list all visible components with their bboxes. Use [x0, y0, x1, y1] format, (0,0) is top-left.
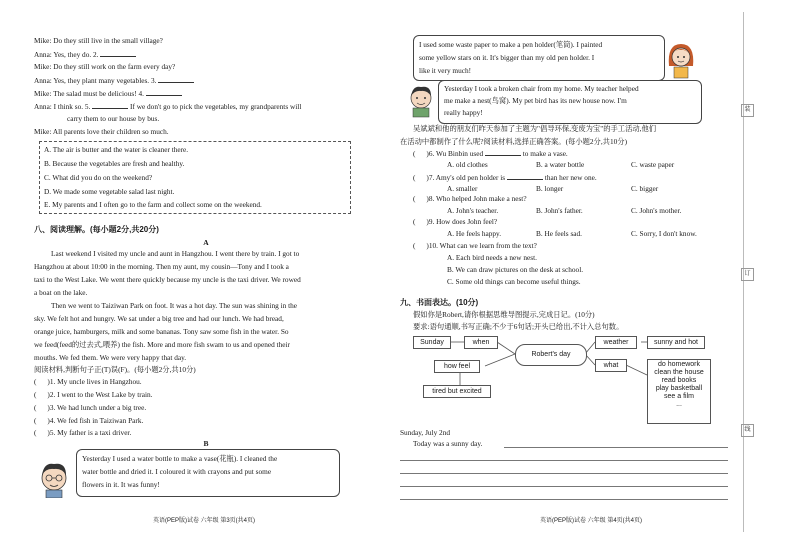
section-9-title: 九、书面表达。(10分): [400, 298, 479, 307]
question-text: )10. What can we learn from the text?: [426, 241, 537, 250]
mindmap-center: Robert's day: [515, 344, 587, 366]
speech-bubble-top: [413, 35, 665, 81]
speech-bubble-mid: [438, 80, 702, 124]
option-choice[interactable]: A. John's teacher.: [447, 206, 499, 215]
what-item: do homework: [657, 361, 701, 368]
bubble-line: Yesterday I took a broken chair from my home. My teacher helped: [444, 84, 639, 93]
passage-a-line: we feed(feed的过去式,喂养) the fish. More and more fish swam to us and opened their: [34, 340, 290, 349]
dialogue-line: [67, 114, 159, 123]
dialogue-text: Yes, they do. 2.: [53, 50, 99, 59]
option-b: B. Because the vegetables are fresh and healthy.: [44, 159, 185, 168]
what-item: clean the house: [654, 369, 704, 376]
side-tab: 线: [741, 424, 754, 437]
option-choice[interactable]: B. a water bottle: [536, 160, 585, 169]
dialogue-text: I think so. 5.: [53, 102, 91, 111]
speaker: Anna:: [34, 102, 52, 111]
option-choice[interactable]: C. John's mother.: [631, 206, 682, 215]
dialogue-line: [34, 75, 194, 85]
option-choice[interactable]: C. Sorry, I don't know.: [631, 229, 697, 238]
boy-avatar: [36, 458, 72, 498]
passage-a-line: taxi to the West Lake. We went there quickly because my uncle is the taxi driver. We rowed: [34, 275, 301, 284]
what-item: ...: [676, 401, 682, 408]
passage-a-line: Last weekend I visited my uncle and aunt in Hangzhou. I went there by train. I got to: [51, 249, 300, 258]
diary-start: Today was a sunny day.: [413, 439, 483, 448]
mindmap-what-list: [647, 359, 711, 424]
writing-task: 假如你是Robert,请你根据思维导图提示,完成日记。(10分): [413, 310, 595, 319]
what-item: play basketball: [655, 385, 703, 392]
speaker: Mike:: [34, 62, 52, 71]
footer-right: 英语(PEP版)试卷 六年级 第4页(共4页): [540, 518, 643, 524]
answer-blank[interactable]: [158, 75, 194, 83]
option-choice[interactable]: C. bigger: [631, 184, 659, 193]
speaker: Anna:: [34, 50, 52, 59]
bubble-line: some yellow stars on it. It's bigger than my old pen holder. I: [419, 53, 595, 62]
passage-a-line: orange juice, hamburgers, milk and some bananas. Tony saw some fish in the water. So: [34, 327, 289, 336]
option-choice[interactable]: A. smaller: [447, 184, 478, 193]
dialogue-text: All parents love their children so much.: [52, 127, 169, 136]
passage-a-line: a boat on the lake.: [34, 288, 88, 297]
writing-line[interactable]: [400, 486, 728, 487]
dialogue-text: Do they still live in the small village?: [53, 36, 163, 45]
dialogue-line: [34, 101, 301, 111]
side-tab: 订: [741, 268, 754, 281]
section-8-title: 八、阅读理解。(每小题2分,共20分): [34, 225, 159, 234]
question-line: ( )9. How does John feel?: [413, 217, 498, 226]
side-tab: 装: [741, 104, 754, 117]
answer-blank[interactable]: [92, 101, 128, 109]
option-choice[interactable]: C. Some old things can become useful things.: [447, 277, 581, 286]
speaker: Mike:: [34, 89, 52, 98]
speaker: Mike:: [34, 127, 52, 136]
mindmap-weather-value: sunny and hot: [647, 336, 705, 349]
option-choice[interactable]: A. old clothes: [447, 160, 488, 169]
option-c: C. What did you do on the weekend?: [44, 173, 153, 182]
tf-instruction: 阅读材料,判断句子正(T)误(F)。(每小题2分,共10分): [34, 365, 196, 374]
question-text-after: to make a vase.: [522, 149, 568, 158]
passage-a-line: Then we went to Taiziwan Park on foot. It was a hot day. The sun was shining in the: [51, 301, 297, 310]
tf-item: ( )5. My father is a taxi driver.: [34, 428, 132, 437]
writing-line[interactable]: [400, 473, 728, 474]
dialogue-line: [34, 62, 175, 71]
answer-blank[interactable]: [485, 148, 521, 156]
options-box: [39, 141, 351, 214]
bubble-line: water bottle and dried it. I coloured it with crayons and put some: [82, 467, 272, 476]
option-choice[interactable]: B. John's father.: [536, 206, 583, 215]
question-line: ( )8. Who helped John make a nest?: [413, 194, 527, 203]
answer-blank[interactable]: [100, 49, 136, 57]
answer-blank[interactable]: [507, 172, 543, 180]
question-text: )8. Who helped John make a nest?: [426, 194, 527, 203]
question-text-after: than her new one.: [544, 173, 597, 182]
bubble-line: like it very much!: [419, 66, 472, 75]
question-line: ( )7. Amy's old pen holder is than her new one.: [413, 173, 597, 182]
mindmap-weather: weather: [595, 336, 637, 349]
tf-item: ( )1. My uncle lives in Hangzhou.: [34, 377, 142, 386]
boy-avatar-2: [405, 82, 437, 118]
dialogue-text-after: If we don't go to pick the vegetables, my grandparents will: [130, 102, 302, 111]
mindmap-sunday: Sunday: [413, 336, 451, 349]
intro-line: 吴斌斌和他的朋友们昨天参加了主题为"倡导环保,变废为宝"的手工活动,他们: [413, 124, 657, 133]
intro-line: 在活动中都制作了什么呢?阅读材料,选择正确答案。(每小题2分,共10分): [400, 137, 628, 146]
option-a: A. The air is butter and the water is cleaner there.: [44, 145, 189, 154]
tf-item: ( )4. We fed fish in Taiziwan Park.: [34, 416, 144, 425]
mindmap-feel-value: tired but excited: [423, 385, 491, 398]
dialogue-text: Yes, they plant many vegetables. 3.: [53, 76, 157, 85]
passage-a-line: mouths. We fed them. We were very happy that day.: [34, 353, 187, 362]
dialogue-text: Do they still work on the farm every day?: [53, 62, 176, 71]
girl-avatar: [665, 40, 697, 80]
bubble-line: me make a nest(鸟窝). My pet bird has its new house now. I'm: [444, 96, 627, 105]
passage-a-line: Hangzhou at about 10:00 in the morning. Then my aunt, my cousin—Tony and I took a: [34, 262, 289, 271]
question-line: ( )6. Wu Binbin used to make a vase.: [413, 149, 568, 158]
option-choice[interactable]: C. waste paper: [631, 160, 675, 169]
question-line: ( )10. What can we learn from the text?: [413, 241, 537, 250]
option-choice[interactable]: B. He feels sad.: [536, 229, 582, 238]
speech-bubble-b1: [76, 449, 340, 497]
dialogue-text: carry them to our house by bus.: [67, 114, 160, 123]
footer-left: 英语(PEP版)试卷 六年级 第3页(共4页): [153, 518, 256, 524]
writing-line[interactable]: [504, 447, 728, 448]
dialogue-line: [34, 127, 169, 136]
dialogue-text: The salad must be delicious! 4.: [53, 89, 144, 98]
dialogue-line: [34, 36, 163, 45]
question-text: )9. How does John feel?: [426, 217, 498, 226]
option-choice[interactable]: B. We can draw pictures on the desk at school.: [447, 265, 584, 274]
diary-date: Sunday, July 2nd: [400, 428, 450, 437]
option-e: E. My parents and I often go to the farm and collect some on the weekend.: [44, 200, 262, 209]
speaker: Mike:: [34, 36, 52, 45]
bubble-line: flowers in it. It was funny!: [82, 480, 160, 489]
bubble-line: really happy!: [444, 108, 483, 117]
what-item: see a film: [664, 393, 694, 400]
tf-item: ( )2. I went to the West Lake by train.: [34, 390, 153, 399]
mindmap-what: what: [595, 359, 627, 372]
passage-a-label: A: [203, 238, 209, 247]
tf-item: ( )3. We had lunch under a big tree.: [34, 403, 147, 412]
bubble-line: Yesterday I used a water bottle to make a vase(花瓶). I cleaned the: [82, 454, 278, 463]
answer-blank[interactable]: [146, 88, 182, 96]
passage-a-line: sky. We felt hot and hungry. We sat under a big tree and had our lunch. We had bread,: [34, 314, 284, 323]
option-choice[interactable]: B. longer: [536, 184, 564, 193]
question-text: )7. Amy's old pen holder is: [426, 173, 506, 182]
question-text: )6. Wu Binbin used: [426, 149, 484, 158]
mindmap-how-feel: how feel: [434, 360, 480, 373]
writing-line[interactable]: [400, 460, 728, 461]
writing-requirement: 要求:语句通顺,书写正确;不少于6句话;开头已给出,不计入总句数。: [413, 322, 624, 331]
dialogue-line: [34, 88, 182, 98]
writing-line[interactable]: [400, 499, 728, 500]
speaker: Anna:: [34, 76, 52, 85]
option-choice[interactable]: A. Each bird needs a new nest.: [447, 253, 537, 262]
passage-b-label: B: [203, 439, 209, 448]
option-d: D. We made some vegetable salad last night.: [44, 187, 175, 196]
dialogue-line: [34, 49, 136, 59]
what-item: read books: [661, 377, 697, 384]
mindmap-when: when: [464, 336, 498, 349]
bubble-line: I used some waste paper to make a pen holder(笔筒). I painted: [419, 40, 603, 49]
option-choice[interactable]: A. He feels happy.: [447, 229, 502, 238]
